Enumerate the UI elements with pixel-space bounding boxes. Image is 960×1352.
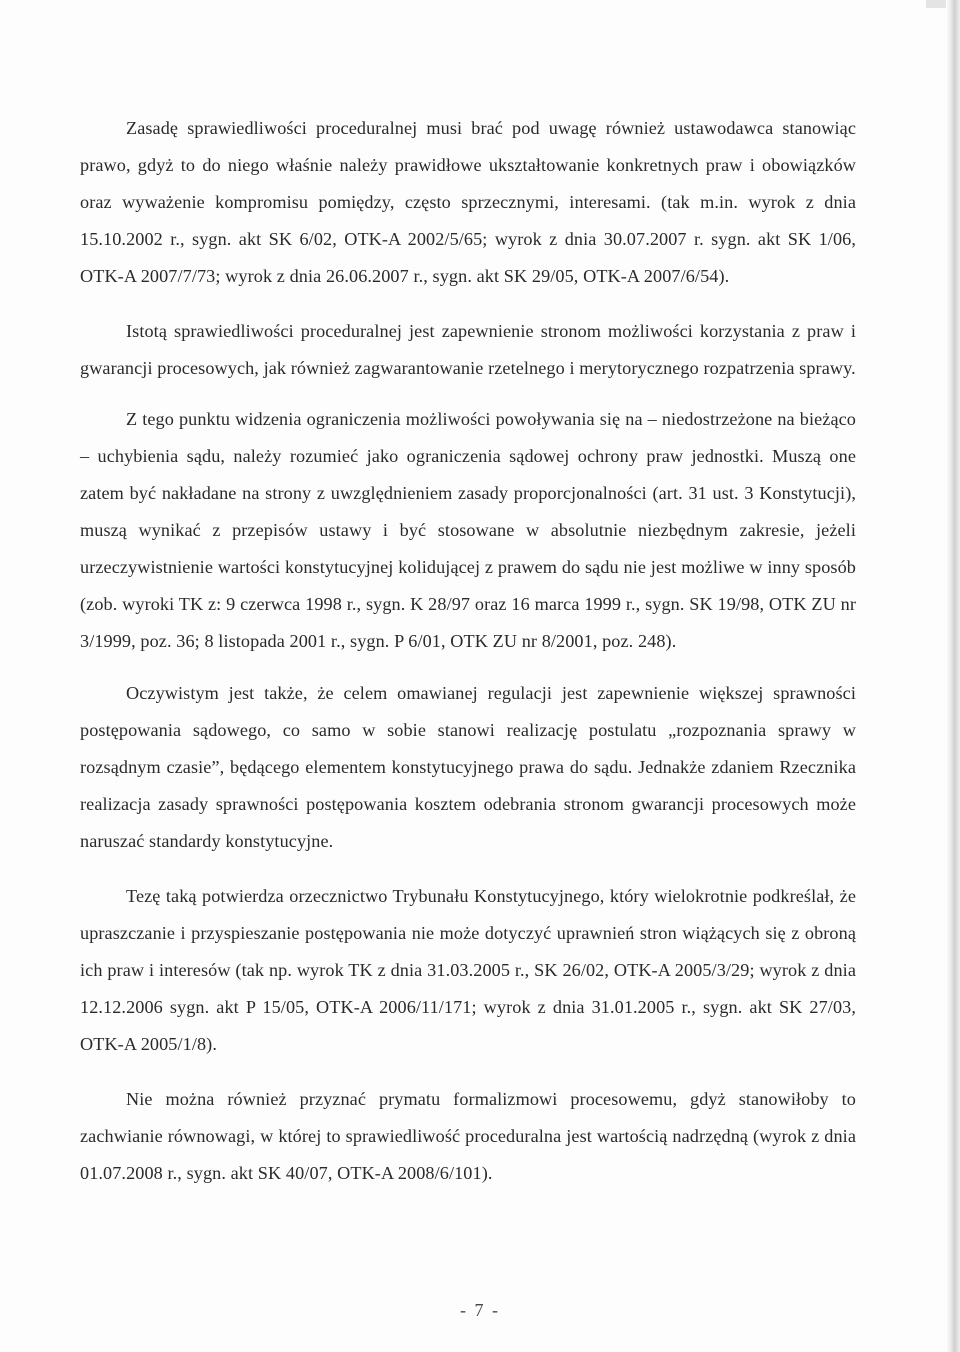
paragraph-6: Nie można również przyznać prymatu formalizmowi procesowemu, gdyż stanowiłoby to zachwianie równowagi, w której to sprawiedliwość proceduralna jest wartością nadrzędną (wyrok z dnia 01.07.2008 r., sygn. akt SK 40/07, OTK-A 2008/6/101). — [80, 1089, 856, 1183]
scan-edge — [946, 0, 960, 1352]
scan-edge-top — [926, 0, 946, 8]
paragraph-1: Zasadę sprawiedliwości proceduralnej musi brać pod uwagę również ustawodawca stanowiąc prawo, gdyż to do niego właśnie należy prawidłowe ukształtowanie konkretnych praw i obowiązków oraz wyważenie kompromisu pomiędzy, często sprzecznymi, interesami. (tak m.in. wyrok z dnia 15.10.2002 r., sygn. akt SK 6/02, OTK-A 2002/5/65; wyrok z dnia 30.07.2007 r. sygn. akt SK 1/06, OTK-A 2007/7/73; wyrok z dnia 26.06.2007 r., sygn. akt SK 29/05, OTK-A 2007/6/54). — [80, 118, 856, 286]
paragraph-5: Tezę taką potwierdza orzecznictwo Trybunału Konstytucyjnego, który wielokrotnie podkreślał, że upraszczanie i przyspieszanie postępowania nie może dotyczyć uprawnień stron wiążących się z obroną ich praw i interesów (tak np. wyrok TK z dnia 31.03.2005 r., SK 26/02, OTK-A 2005/3/29; wyrok z dnia 12.12.2006 sygn. akt P 15/05, OTK-A 2006/11/171; wyrok z dnia 31.01.2005 r., sygn. akt SK 27/03, OTK-A 2005/1/8). — [80, 886, 856, 1054]
document-body — [80, 110, 856, 1210]
paragraph-2: Istotą sprawiedliwości proceduralnej jest zapewnienie stronom możliwości korzystania z praw i gwarancji procesowych, jak również zagwarantowanie rzetelnego i merytorycznego rozpatrzenia sprawy. — [80, 321, 856, 378]
page-number: - 7 - — [460, 1300, 500, 1320]
paragraph-3: Z tego punktu widzenia ograniczenia możliwości powoływania się na – niedostrzeżone na bieżąco – uchybienia sądu, należy rozumieć jako ograniczenia sądowej ochrony praw jednostki. Muszą one zatem być nakładane na strony z uwzględnieniem zasady proporcjonalności (art. 31 ust. 3 Konstytucji), muszą wynikać z przepisów ustawy i być stosowane w absolutnie niezbędnym zakresie, jeżeli urzeczywistnienie wartości konstytucyjnej kolidującej z prawem do sądu nie jest możliwe w inny sposób (zob. wyroki TK z: 9 czerwca 1998 r., sygn. K 28/97 oraz 16 marca 1999 r., sygn. SK 19/98, OTK ZU nr 3/1999, poz. 36; 8 listopada 2001 r., sygn. P 6/01, OTK ZU nr 8/2001, poz. 248). — [80, 409, 856, 651]
paragraph-4: Oczywistym jest także, że celem omawianej regulacji jest zapewnienie większej sprawności postępowania sądowego, co samo w sobie stanowi realizację postulatu „rozpoznania sprawy w rozsądnym czasie”, będącego elementem konstytucyjnego prawa do sądu. Jednakże zdaniem Rzecznika realizacja zasady sprawności postępowania kosztem odebrania stronom gwarancji procesowych może naruszać standardy konstytucyjne. — [80, 683, 856, 851]
